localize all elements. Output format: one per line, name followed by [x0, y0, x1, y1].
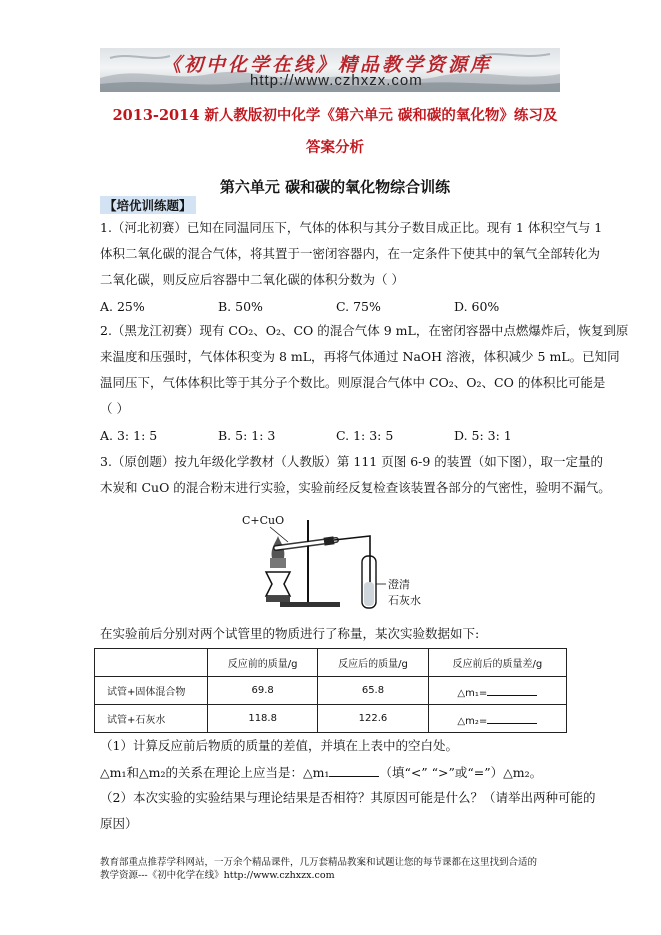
answer-blank[interactable] — [487, 711, 537, 724]
relation-text-a: △m₁和△m₂的关系在理论上应当是：△m₁ — [100, 765, 330, 780]
figure-label-reactants: C+CuO — [242, 514, 285, 527]
table-row — [95, 677, 567, 705]
q3-sub-2-line-2: 原因） — [100, 816, 138, 831]
q2-line-3: 温同压下，气体体积比等于其分子个数比。则原混合气体中 CO₂、O₂、CO 的体积比可能是 — [100, 375, 606, 390]
q3-table-intro: 在实验前后分别对两个试管里的物质进行了称量，某次实验数据如下: — [100, 626, 480, 641]
q3-sub-1-relation — [100, 764, 570, 781]
q2-option-c: C. 1: 3: 5 — [336, 428, 394, 443]
table-header-cell: 反应前的质量/g — [208, 649, 318, 677]
document-title-line-2: 答案分析 — [306, 139, 364, 156]
q1-line-2: 体积二氧化碳的混合气体，将其置于一密闭容器内，在一定条件下使其中的氧气全部转化为 — [100, 246, 601, 261]
table-cell-before: 69.8 — [208, 677, 318, 705]
q2-option-a: A. 3: 1: 5 — [100, 428, 158, 443]
q3-sub-1: （1）计算反应前后物质的质量的差值，并填在上表中的空白处。 — [100, 738, 458, 753]
q1-option-d: D. 60% — [454, 299, 500, 314]
figure-label-limewater-2: 石灰水 — [388, 594, 421, 607]
q1-line-1: 1.（河北初赛）已知在同温同压下，气体的体积与其分子数目成正比。现有 1 体积空气与 1 — [100, 220, 603, 235]
table-cell-diff[interactable] — [428, 677, 566, 705]
table-row-label: 试管+固体混合物 — [95, 677, 208, 705]
q2-line-1: 2.（黑龙江初赛）现有 CO₂、O₂、CO 的混合气体 9 mL，在密闭容器中点燃爆炸后，恢复到原 — [100, 323, 629, 338]
q1-option-a: A. 25% — [100, 299, 145, 314]
table-cell-before: 118.8 — [208, 705, 318, 733]
table-cell-diff[interactable] — [428, 705, 566, 733]
mass-data-table — [94, 648, 567, 733]
answer-blank[interactable] — [487, 683, 537, 696]
q1-option-c: C. 75% — [336, 299, 381, 314]
table-cell-after: 65.8 — [318, 677, 428, 705]
table-row-label: 试管+石灰水 — [95, 705, 208, 733]
table-header-row — [95, 649, 567, 677]
site-banner — [100, 48, 560, 92]
q1-option-b: B. 50% — [218, 299, 263, 314]
q1-line-3: 二氧化碳，则反应后容器中二氧化碳的体积分数为（ ） — [100, 272, 404, 287]
diff-label: △m₂= — [457, 715, 488, 727]
figure-label-limewater-1: 澄清 — [388, 578, 410, 591]
q3-line-1: 3.（原创题）按九年级化学教材（人教版）第 111 页图 6-9 的装置（如下图），取一定量的 — [100, 454, 604, 469]
relation-text-b: （填“<” “>”或“=”）△m₂。 — [379, 765, 543, 780]
q2-line-4: （ ） — [100, 401, 129, 416]
table-cell-after: 122.6 — [318, 705, 428, 733]
q2-line-2: 来温度和压强时，气体体积变为 8 mL，再将气体通过 NaOH 溶液，体积减少 5 mL。已知同 — [100, 349, 620, 364]
q2-option-d: D. 5: 3: 1 — [454, 428, 512, 443]
footer-line-2[interactable]: 教学资源---《初中化学在线》http://www.czhxzx.com — [100, 870, 335, 881]
q3-line-2: 木炭和 CuO 的混合粉末进行实验，实验前经反复检查该装置各部分的气密性，验明不漏气。 — [100, 480, 611, 495]
apparatus-drawing — [240, 512, 440, 612]
table-header-cell — [95, 649, 208, 677]
section-title: 第六单元 碳和碳的氧化物综合训练 — [219, 178, 451, 196]
apparatus-figure — [240, 512, 440, 612]
relation-answer-blank[interactable] — [329, 764, 379, 777]
table-header-cell: 反应后的质量/g — [318, 649, 428, 677]
q2-option-b: B. 5: 1: 3 — [218, 428, 276, 443]
table-row — [95, 705, 567, 733]
document-title-line-1: 2013-2014 新人教版初中化学《第六单元 碳和碳的氧化物》练习及 — [112, 107, 558, 124]
diff-label: △m₁= — [457, 687, 488, 699]
page-footer — [100, 856, 570, 882]
q3-sub-2-line-1: （2）本次实验的实验结果与理论结果是否相符？其原因可能是什么？（请举出两种可能的 — [100, 790, 596, 805]
banner-title: 《初中化学在线》精品教学资源库 — [162, 54, 493, 76]
training-tag: 【培优训练题】 — [100, 196, 196, 214]
footer-line-1: 教育部重点推荐学科网站，一万余个精品课件，几万套精品教案和试题让您的每节课都在这里找到合适的 — [100, 857, 538, 868]
table-header-cell: 反应前后的质量差/g — [428, 649, 566, 677]
banner-url[interactable]: http://www.czhxzx.com — [250, 72, 423, 89]
